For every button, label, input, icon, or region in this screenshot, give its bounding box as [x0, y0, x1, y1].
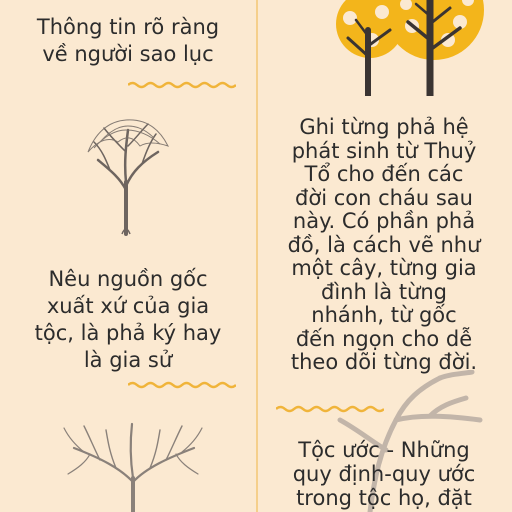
text-line: quy định-quy ước — [292, 462, 476, 486]
wavy-divider-line — [128, 80, 236, 90]
text-line: một cây, từng gia — [291, 256, 477, 280]
yellow-trees-icon — [328, 0, 490, 96]
text-line: là gia sử — [83, 348, 173, 372]
text-line: đồ, là cách vẽ như — [287, 232, 481, 257]
text-line: Thông tin rõ ràng — [36, 15, 220, 39]
text-line: tộc, là phả ký hay — [34, 321, 222, 345]
text-line: đời con cháu sau — [295, 185, 473, 210]
text-line: xuất xứ của gia — [46, 294, 210, 318]
text-line: Ghi từng phả hệ — [299, 115, 469, 139]
wavy-divider-line — [276, 404, 384, 414]
right-bottom-text — [264, 438, 504, 510]
wavy-divider-line — [128, 380, 236, 390]
text-line: Nêu nguồn gốc — [48, 267, 208, 291]
center-divider — [256, 0, 258, 512]
right-middle-text — [264, 116, 504, 375]
text-line: phát sinh từ Thuỷ — [291, 138, 477, 163]
text-line: đến ngọn cho dễ — [295, 326, 473, 351]
left-middle-text — [10, 266, 246, 374]
text-line: theo dõi từng đời. — [290, 350, 478, 374]
text-line: này. Có phần phả — [292, 209, 476, 233]
text-line: Tổ cho đến các — [304, 162, 464, 186]
bare-tree-icon — [60, 418, 206, 512]
text-line: đình là từng — [320, 279, 448, 304]
text-line: về người sao lục — [42, 42, 214, 66]
text-line: trong tộc họ, đặt — [296, 486, 472, 510]
leafy-tree-icon — [80, 112, 174, 236]
text-line: nhánh, từ gốc — [311, 303, 457, 327]
text-line: Tộc ước - Những — [298, 438, 470, 462]
left-top-text — [10, 14, 246, 68]
